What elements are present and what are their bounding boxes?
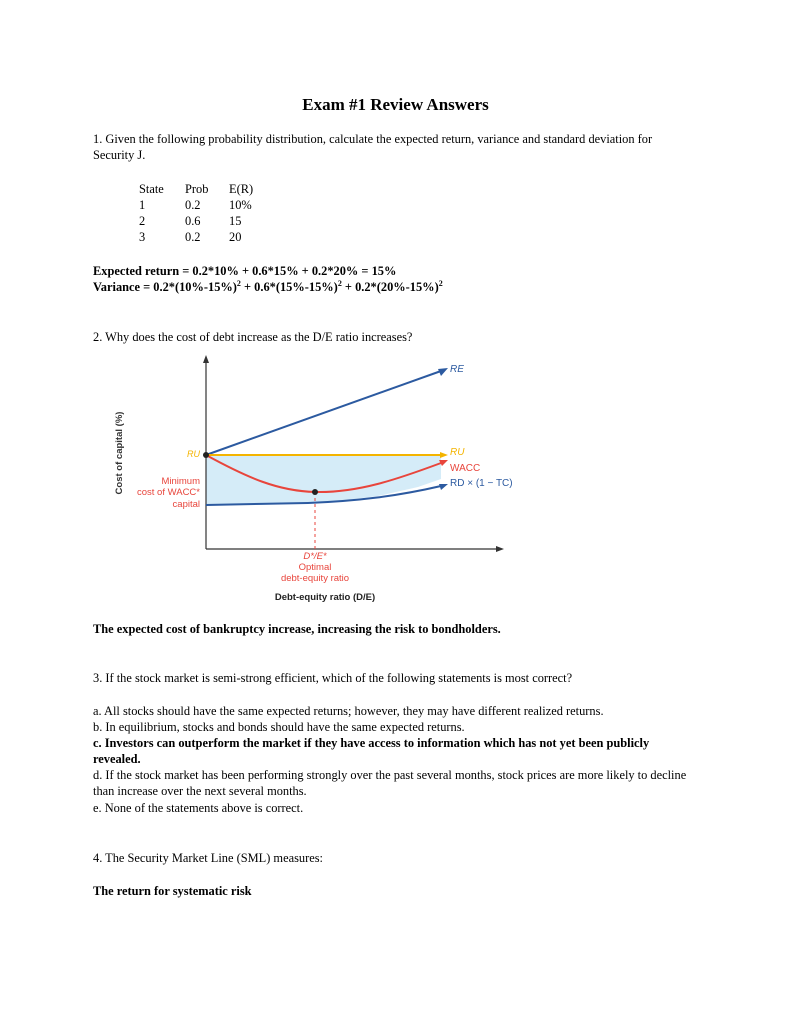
q4-question: 4. The Security Market Line (SML) measures: [93,851,323,865]
series-ru-label: RU [450,447,465,458]
series-wacc-label: WACC [450,463,481,474]
q3-option-d: d. If the stock market has been performing strongly over the past several months, stock prices are more likely to decline than increase over the next several months. [93,768,687,798]
q3-option-c: c. Investors can outperform the market if they have access to information which has not yet been publicly revealed. [93,736,650,766]
exponent: 2 [236,278,241,288]
variance-term: Variance = 0.2*(10%-15%) [93,280,237,294]
variance-term: + 0.6*(15%-15%) [240,280,338,294]
xlabel: Debt-equity ratio (D/E) [274,592,376,603]
series-rd-label: RD × (1 − TC) [450,478,513,489]
table-cell: 15 [229,214,242,228]
table-row [139,229,253,245]
minimum-label: capital [172,499,200,510]
table-row [139,197,253,213]
series-ru-arrow [440,452,448,458]
optimal-label: debt-equity ratio [280,573,350,584]
table-cell: 3 [139,230,146,244]
optimal-label: Optimal [298,562,332,573]
q3-option-b: b. In equilibrium, stocks and bonds should have the same expected returns. [93,720,465,734]
table-cell: 20 [229,230,242,244]
exponent: 2 [438,278,443,288]
table-row [139,213,253,229]
series-re-arrow [438,368,448,376]
series-rd-arrow [439,484,448,490]
variance-answer [93,279,693,295]
table-cell: 0.2 [185,230,201,244]
q3-option-a: a. All stocks should have the same expected returns; however, they may have different realized returns. [93,704,604,718]
expected-return-answer: Expected return = 0.2*10% + 0.6*15% + 0.2*20% = 15% [93,264,397,278]
table-header: Prob [185,182,209,196]
table-header: E(R) [229,182,254,196]
minimum-label: cost of WACC* [137,487,200,498]
optimal-point [312,489,318,495]
q4-answer: The return for systematic risk [93,884,252,898]
ylabel: Cost of capital (%) [114,411,125,495]
optimal-label: D*/E* [303,551,327,562]
ru-left-label: RU [187,449,200,459]
variance-term: + 0.2*(20%-15%) [341,280,439,294]
exponent: 2 [337,278,342,288]
minimum-label: Minimum [161,476,200,487]
ru-point [203,452,209,458]
probability-table [139,181,253,245]
q3-option-e: e. None of the statements above is correct. [93,801,304,815]
table-cell: 2 [139,214,146,228]
q2-answer: The expected cost of bankruptcy increase, increasing the risk to bondholders. [93,622,501,636]
x-axis-arrow [496,546,504,552]
q3-question: 3. If the stock market is semi-strong efficient, which of the following statements is most correct? [93,671,573,685]
table-cell: 0.2 [185,198,201,212]
table-header-row [139,181,253,197]
table-header: State [139,182,164,196]
cost-of-capital-chart [108,353,528,605]
table-cell: 1 [139,198,146,212]
series-re-label: RE [450,364,464,375]
q2-question: 2. Why does the cost of debt increase as the D/E ratio increases? [93,330,413,344]
y-axis-arrow [203,355,209,363]
page-title: Exam #1 Review Answers [302,95,489,114]
shaded-region [206,455,441,505]
table-cell: 10% [229,198,252,212]
table-cell: 0.6 [185,214,201,228]
series-re-line [206,371,441,455]
chart-svg [108,353,528,605]
q1-question: 1. Given the following probability distribution, calculate the expected return, variance and standard deviation for Security J. [93,132,653,162]
